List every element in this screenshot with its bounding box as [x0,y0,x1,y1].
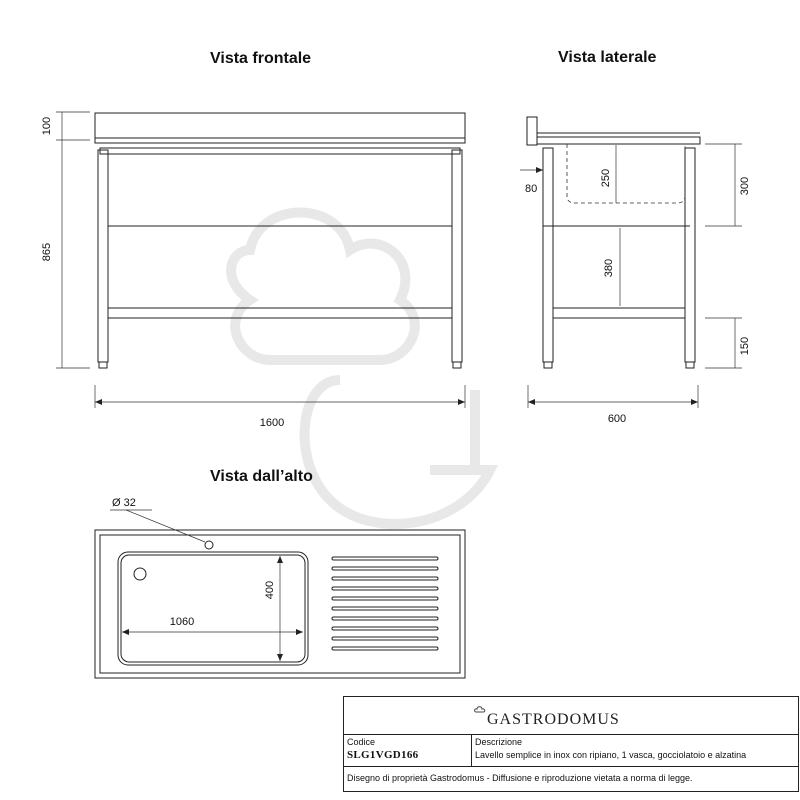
top-dim-hole: Ø 32 [112,497,136,509]
side-dim-middle: 380 [603,258,615,278]
top-dim-basin-width: 1060 [169,616,195,628]
description-cell [472,735,798,767]
side-dim-width: 600 [607,413,627,425]
title-block-brand-row [344,697,798,735]
ownership-notice: Disegno di proprietà Gastrodomus - Diffusione e riproduzione vietata a norma di legge. [347,773,693,783]
side-view-title: Vista laterale [558,49,657,66]
side-dim-basin: 250 [600,168,612,188]
description-label: Descrizione [475,737,523,747]
code-label: Codice [347,737,376,747]
top-dim-basin-depth: 400 [264,580,276,600]
code-cell [344,735,472,767]
title-block-footer-row [344,767,798,791]
side-dim-upper: 300 [739,176,751,196]
side-dim-lower: 150 [739,336,751,356]
code-value: SLG1VGD166 [347,749,419,761]
front-dim-width: 1600 [259,417,285,429]
front-view-title: Vista frontale [210,50,312,67]
side-dim-offset: 80 [525,183,538,195]
chef-hat-icon [472,703,488,719]
side-view [520,117,751,425]
title-block [343,696,799,792]
title-block-info-row [344,735,798,767]
top-view-title: Vista dall’alto [210,468,313,485]
front-dim-top: 100 [41,116,53,136]
description-value: Lavello semplice in inox con ripiano, 1 vasca, gocciolatoio e alzatina [475,750,747,760]
front-dim-height: 865 [41,242,53,262]
brand-name: GASTRODOMUS [487,711,620,728]
drainer-grooves [332,557,438,650]
